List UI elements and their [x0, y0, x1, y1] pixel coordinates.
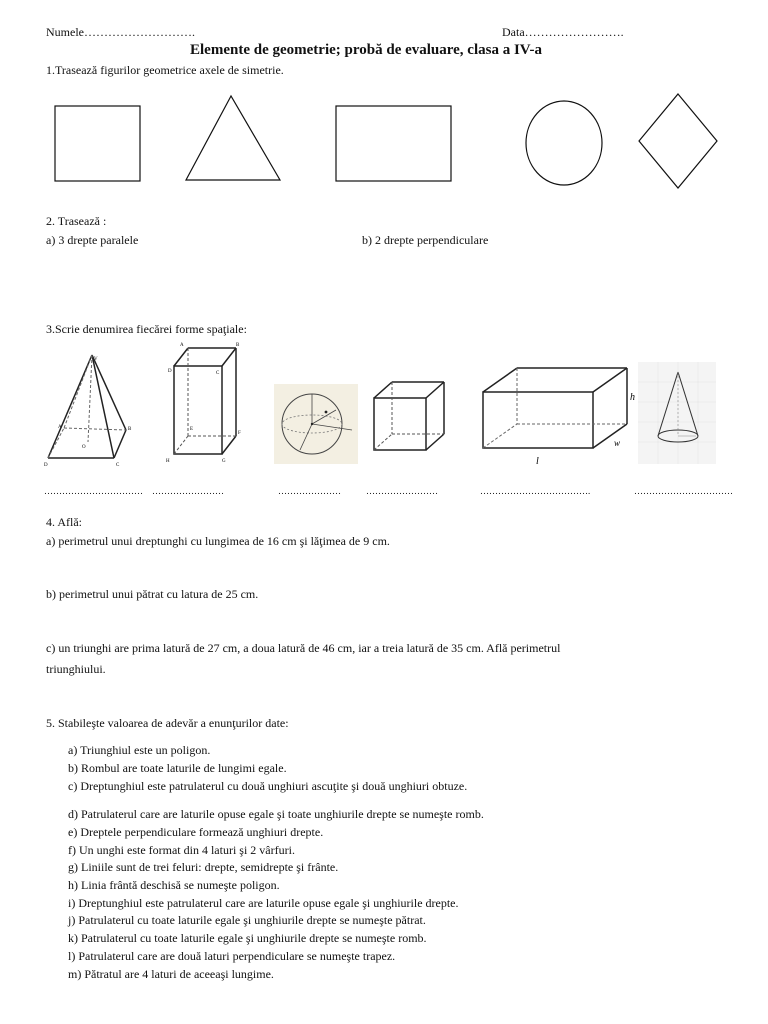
exercise4-item-b: b) perimetrul unui pătrat cu latura de 25 cm.	[46, 587, 259, 601]
answer-blank: ……………………………	[44, 486, 143, 496]
exercise4-item-c: c) un triunghi are prima latură de 27 cm, a doua latură de 46 cm, iar a treia latură de 35 cm. Află perimetrul	[46, 641, 561, 655]
pyramid-label: D	[44, 463, 48, 468]
statement-item: m) Pătratul are 4 laturi de aceeaşi lungime.	[68, 967, 274, 981]
prism-label: H	[166, 459, 170, 464]
exercise1-prompt: 1.Trasează figurilor geometrice axele de simetrie.	[46, 63, 284, 77]
statement-item: f) Un unghi este format din 4 laturi şi 2 vârfuri.	[68, 843, 295, 857]
statement-item: a) Triunghiul este un poligon.	[68, 743, 211, 757]
page-title-bold: Elemente de geometrie	[190, 42, 336, 58]
prism-label: F	[238, 431, 241, 436]
cuboid-width-label: w	[614, 438, 621, 448]
answer-blank: ……………………………	[634, 486, 733, 496]
prism-drawing	[160, 342, 245, 467]
square-figure	[55, 106, 140, 181]
exercise3-prompt: 3.Scrie denumirea fiecărei forme spaţiale:	[46, 322, 247, 336]
page-title-rest: ; probă de evaluare, clasa a IV-a	[335, 42, 543, 58]
pyramid-label: B	[128, 427, 132, 432]
exercise4-item-a: a) perimetrul unui dreptunghi cu lungimea de 16 cm şi lăţimea de 9 cm.	[46, 534, 390, 548]
answer-blank: ……………………………….	[480, 486, 591, 496]
pyramid-label: A	[58, 425, 62, 430]
pyramid-label: O	[82, 445, 86, 450]
prism-label: B	[236, 343, 240, 348]
plane-figures	[0, 90, 768, 200]
circle-figure	[526, 101, 602, 185]
statement-item: j) Patrulaterul cu toate laturile egale şi unghiurile drepte se numeşte pătrat.	[68, 913, 426, 927]
cube-drawing	[370, 378, 450, 458]
cuboid-drawing	[480, 366, 640, 466]
statement-item: i) Dreptunghiul este patrulaterul care are laturile opuse egale şi unghiurile drepte.	[68, 896, 459, 910]
prism-label: G	[222, 459, 226, 464]
statement-item: d) Patrulaterul care are laturile opuse egale şi toate unghiurile drepte se numeşte romb.	[68, 807, 484, 821]
exercise4-prompt: 4. Află:	[46, 515, 82, 529]
statement-item: h) Linia frântă deschisă se numeşte poligon.	[68, 878, 280, 892]
date-field-label: Data…………………….	[502, 25, 624, 39]
exercise5-prompt: 5. Stabileşte valoarea de adevăr a enunţurilor date:	[46, 716, 289, 730]
statement-item: e) Dreptele perpendiculare formează unghiuri drepte.	[68, 825, 324, 839]
triangle-figure	[186, 96, 280, 180]
exercise2-item-a: a) 3 drepte paralele	[46, 233, 139, 247]
prism-label: A	[180, 343, 184, 348]
rhombus-figure	[639, 94, 717, 188]
answer-blank: …………………	[278, 486, 341, 496]
cuboid-length-label: l	[536, 456, 539, 467]
exercise4-item-c-continued: triunghiului.	[46, 662, 106, 676]
pyramid-label: C	[116, 463, 120, 468]
page-title	[190, 42, 542, 59]
cone-drawing	[638, 362, 716, 464]
prism-label: D	[168, 369, 172, 374]
statement-item: g) Liniile sunt de trei feluri: drepte, semidrepte şi frânte.	[68, 860, 339, 874]
answer-blank: ……………………	[366, 486, 438, 496]
sphere-drawing	[274, 384, 358, 464]
answer-blank: ……………………	[152, 486, 224, 496]
rectangle-figure	[336, 106, 451, 181]
statement-item: c) Dreptunghiul este patrulaterul cu două unghiuri ascuţite şi două unghiuri obtuze.	[68, 779, 468, 793]
prism-label: E	[190, 427, 194, 432]
statement-item: k) Patrulaterul cu toate laturile egale şi unghiurile drepte se numeşte romb.	[68, 931, 427, 945]
prism-label: C	[216, 371, 220, 376]
cuboid-height-label: h	[630, 392, 635, 403]
exercise2-item-b: b) 2 drepte perpendiculare	[362, 233, 489, 247]
statement-item: l) Patrulaterul care are două laturi perpendiculare se numeşte trapez.	[68, 949, 396, 963]
exercise2-prompt: 2. Trasează :	[46, 214, 107, 228]
statement-item: b) Rombul are toate laturile de lungimi egale.	[68, 761, 287, 775]
pyramid-label: V	[94, 357, 98, 362]
pyramid-drawing	[44, 350, 134, 470]
name-field-label: Numele……………………….	[46, 25, 195, 39]
